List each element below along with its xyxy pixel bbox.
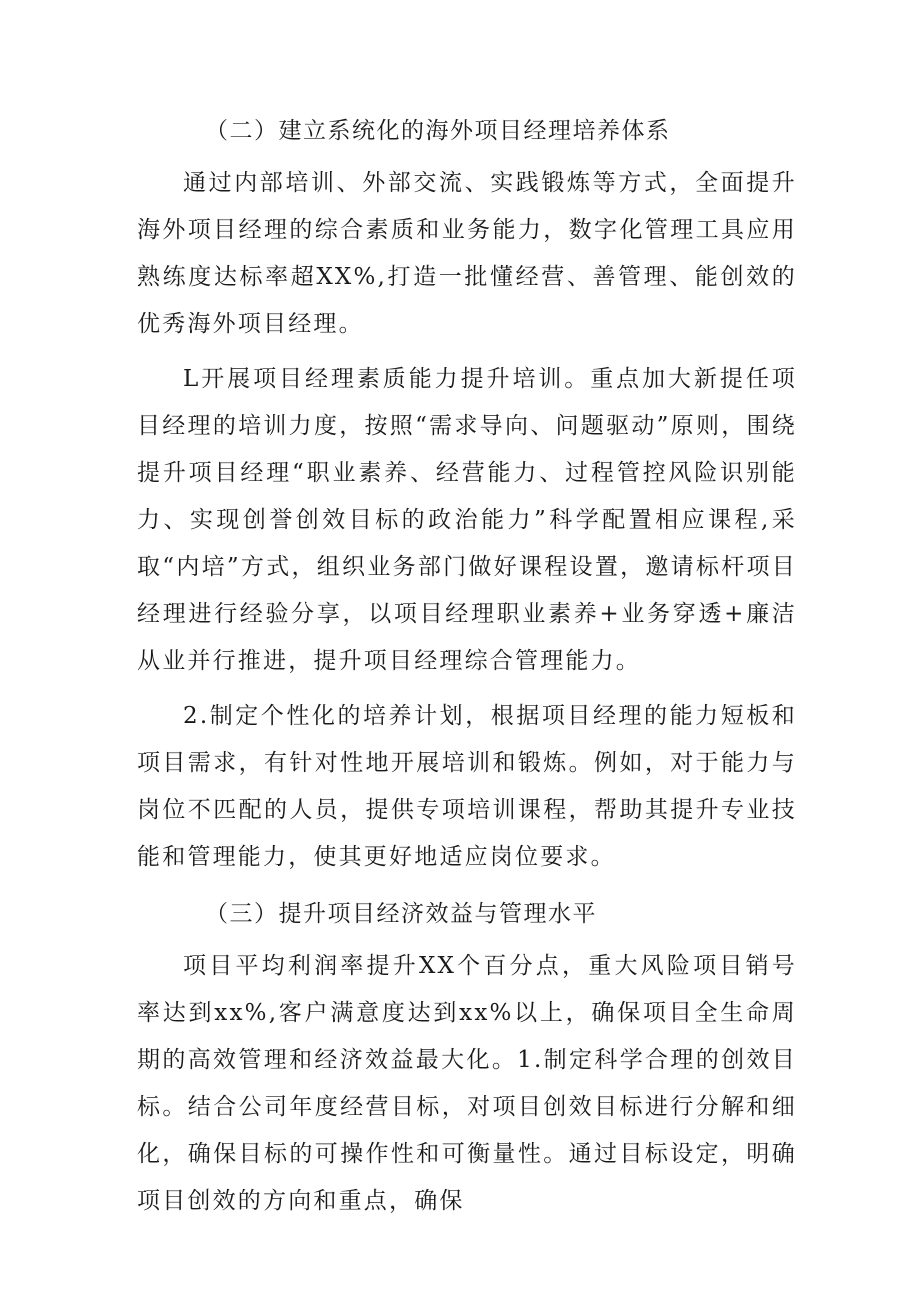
item-2-paragraph: 2.制定个性化的培养计划，根据项目经理的能力短板和项目需求，有针对性地开展培训和锻炼。例如，对于能力与岗位不匹配的人员，提供专项培训课程，帮助其提升专业技能和管理能力，使其更好地适应岗位要求。 <box>137 703 797 870</box>
section-heading-3: （三）提升项目经济效益与管理水平 <box>205 901 597 927</box>
section-heading-2: （二）建立系统化的海外项目经理培养体系 <box>205 118 671 144</box>
section-2-intro-paragraph: 通过内部培训、外部交流、实践锻炼等方式，全面提升海外项目经理的综合素质和业务能力，数字化管理工具应用熟练度达标率超XX%,打造一批懂经营、善管理、能创效的优秀海外项目经理。 <box>137 170 797 337</box>
item-1-paragraph: L开展项目经理素质能力提升培训。重点加大新提任项目经理的培训力度，按照“需求导向、问题驱动”原则，围绕提升项目经理“职业素养、经营能力、过程管控风险识别能力、实现创誉创效目标的政治能力”科学配置相应课程,采取“内培”方式，组织业务部门做好课程设置，邀请标杆项目经理进行经验分享，以项目经理职业素养+业务穿透+廉洁从业并行推进，提升项目经理综合管理能力。 <box>137 366 797 674</box>
section-3-body-paragraph: 项目平均利润率提升XX个百分点，重大风险项目销号率达到xx%,客户满意度达到xx%以上，确保项目全生命周期的高效管理和经济效益最大化。1.制定科学合理的创效目标。结合公司年度经营目标，对项目创效目标进行分解和细化，确保目标的可操作性和可衡量性。通过目标设定，明确项目创效的方向和重点，确保 <box>137 953 797 1214</box>
document-body <box>137 112 797 1225</box>
